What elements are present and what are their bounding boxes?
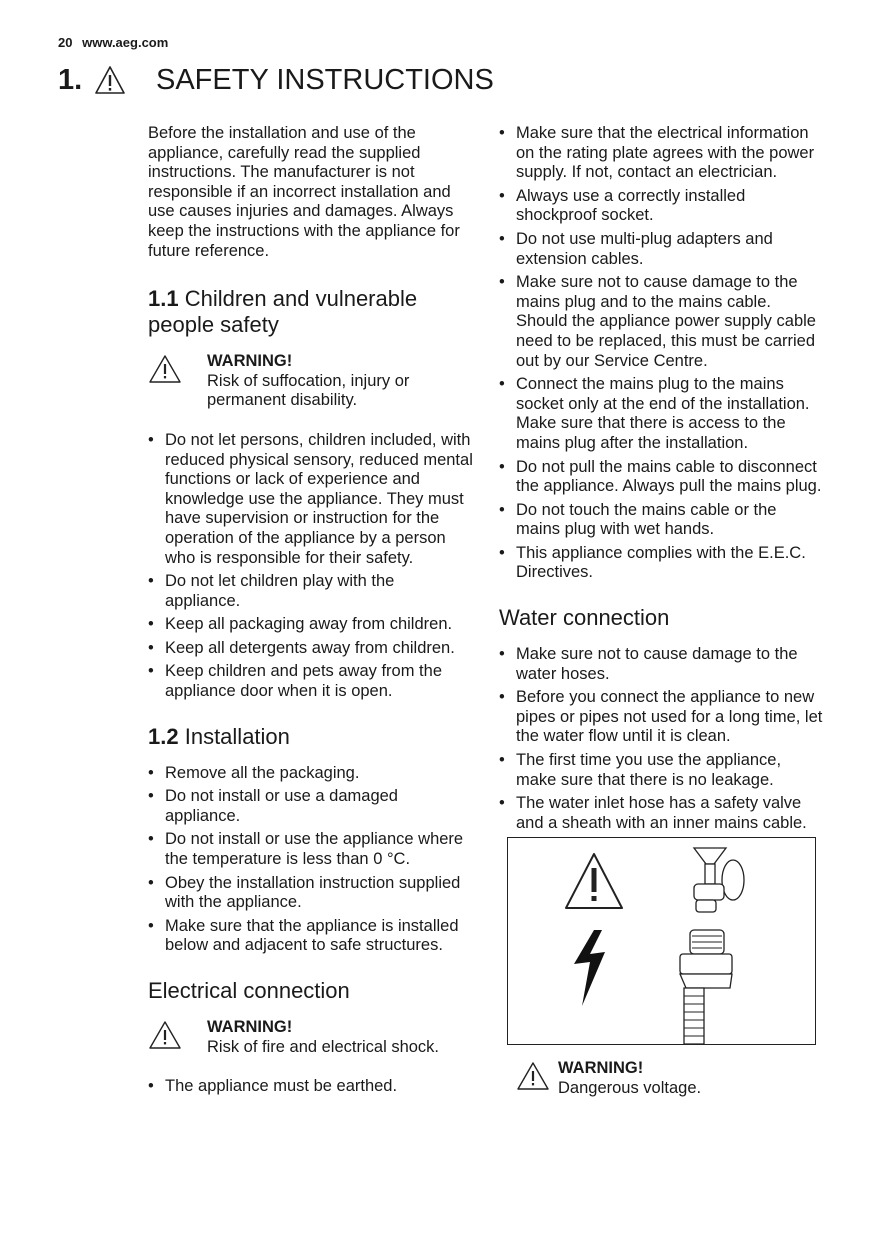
list-item: • Do not pull the mains cable to disconnect the appliance. Always pull the mains plug. bbox=[499, 457, 822, 496]
section-heading-1-2: 1.2 Installation bbox=[148, 723, 290, 749]
list-item: • Connect the mains plug to the mains socket only at the end of the installation. Make sure that there is access to the mains plug after the installation. bbox=[499, 375, 810, 452]
chapter-heading bbox=[58, 60, 494, 100]
warning-triangle-icon bbox=[566, 854, 622, 908]
page-header bbox=[58, 35, 168, 50]
list-item: • Keep children and pets away from the appliance door when it is open. bbox=[148, 662, 442, 701]
list-item: • Keep all detergents away from children. bbox=[148, 638, 455, 657]
hose-diagram bbox=[508, 838, 815, 1044]
warning-triangle-icon bbox=[516, 1061, 550, 1091]
list-item: • Make sure that the electrical information on the rating plate agrees with the power supply. If not, contact an electrician. bbox=[499, 124, 815, 182]
warning-text: Risk of suffocation, injury or permanent disability. bbox=[207, 371, 410, 410]
installation-list bbox=[148, 764, 473, 956]
list-item: • Do not install or use the appliance where the temperature is less than 0 °C. bbox=[148, 830, 464, 869]
warning-title: WARNING! bbox=[207, 1018, 293, 1036]
list-item: • Obey the installation instruction supplied with the appliance. bbox=[148, 873, 461, 912]
list-item: • The appliance must be earthed. bbox=[148, 1077, 398, 1096]
list-item: • Remove all the packaging. bbox=[148, 763, 360, 782]
section-heading-1-1: 1.1 Children and vulnerable people safety bbox=[148, 286, 418, 338]
list-item: • Before you connect the appliance to new pipes or pipes not used for a long time, let the water flow until it is clean. bbox=[499, 688, 823, 746]
list-item: • Make sure that the appliance is installed below and adjacent to safe structures. bbox=[148, 916, 459, 955]
left-column bbox=[148, 124, 473, 1119]
warning-block bbox=[148, 1018, 473, 1057]
warning-title: WARNING! bbox=[558, 1059, 644, 1078]
water-list bbox=[499, 645, 824, 833]
list-item: • Do not install or use a damaged appliance. bbox=[148, 787, 398, 825]
warning-text: Risk of fire and electrical shock. bbox=[207, 1037, 440, 1056]
section-heading-electrical: Electrical connection bbox=[148, 978, 350, 1003]
chapter-title: SAFETY INSTRUCTIONS bbox=[156, 63, 494, 96]
warning-block bbox=[516, 1059, 824, 1098]
intro-paragraph: Before the installation and use of the appliance, carefully read the supplied instructions. The manufacturer is not responsible if an incorrect installation and use causes injuries and damages. Always keep the instructions with the appliance for future reference. bbox=[148, 124, 460, 260]
list-item: • This appliance complies with the E.E.C. Directives. bbox=[499, 543, 806, 582]
list-item: • Make sure not to cause damage to the mains plug and to the mains cable. Should the appliance power supply cable need to be replaced, this must be carried out by our Service Centre. bbox=[499, 273, 816, 370]
list-item: • Keep all packaging away from children. bbox=[148, 615, 453, 634]
list-item: • Always use a correctly installed shockproof socket. bbox=[499, 186, 746, 225]
chapter-number: 1. bbox=[58, 63, 83, 96]
water-hose-illustration bbox=[507, 837, 816, 1045]
list-item: • Do not use multi-plug adapters and extension cables. bbox=[499, 229, 773, 268]
electrical-list-right bbox=[499, 124, 824, 583]
water-tap-icon bbox=[694, 848, 744, 912]
warning-triangle-icon bbox=[94, 64, 126, 96]
warning-block bbox=[148, 352, 473, 411]
children-safety-list bbox=[148, 431, 473, 702]
list-item: • The first time you use the appliance, make sure that there is no leakage. bbox=[499, 751, 782, 789]
list-item: • Make sure not to cause damage to the water hoses. bbox=[499, 645, 798, 683]
list-item: • Do not touch the mains cable or the mains plug with wet hands. bbox=[499, 500, 777, 539]
electrical-list-left bbox=[148, 1077, 473, 1097]
warning-triangle-icon bbox=[148, 354, 182, 384]
hose-connector-icon bbox=[680, 930, 732, 1044]
section-heading-water: Water connection bbox=[499, 605, 670, 631]
warning-title: WARNING! bbox=[207, 352, 293, 371]
list-item: • Do not let children play with the appliance. bbox=[148, 572, 395, 610]
lightning-bolt-icon bbox=[574, 930, 605, 1006]
list-item: • Do not let persons, children included, with reduced physical sensory, reduced mental functions or lack of experience and knowledge use the appliance. They must have supervision or instruction for the operation of the appliance by a person who is responsible for their safety. bbox=[148, 430, 473, 567]
list-item: • The water inlet hose has a safety valve and a sheath with an inner mains cable. bbox=[499, 794, 807, 832]
warning-text: Dangerous voltage. bbox=[558, 1079, 702, 1097]
page-number: 20 bbox=[58, 35, 73, 50]
website-url[interactable]: www.aeg.com bbox=[82, 35, 169, 50]
right-column bbox=[499, 124, 824, 1119]
warning-triangle-icon bbox=[148, 1020, 182, 1050]
